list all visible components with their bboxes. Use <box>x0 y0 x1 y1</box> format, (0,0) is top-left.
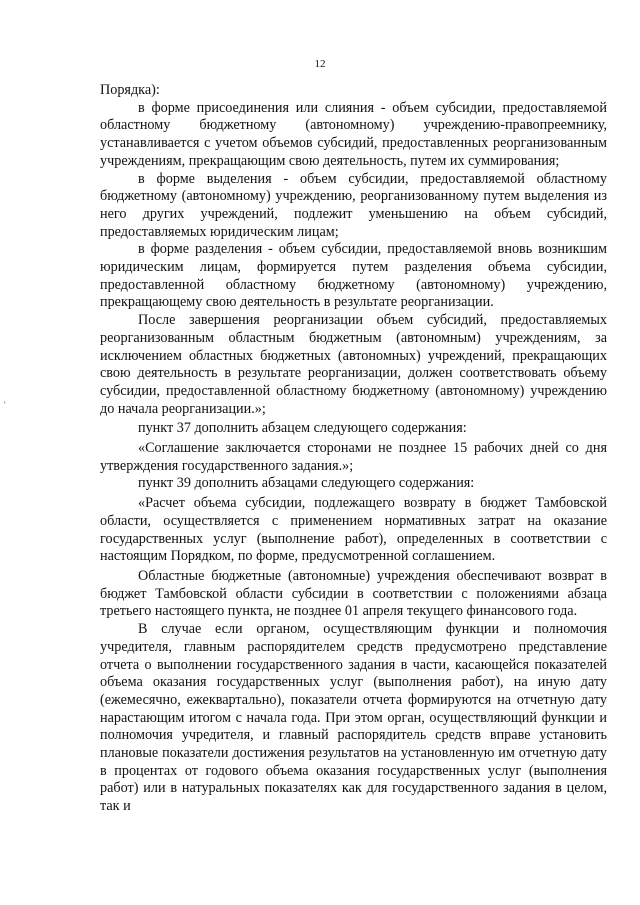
paragraph: «Расчет объема субсидии, подлежащего возврату в бюджет Тамбовской области, осуществляется с применением нормативных затрат на оказание государственных услуг (выполнение работ), определенных в соответствии с настоящим Порядком, по форме, предусмотренной соглашением. <box>100 495 607 565</box>
paragraph: В случае если органом, осуществляющим функции и полномочия учредителя, главным распорядителем средств предусмотрено представление отчета о выполнении государственного задания в части, касающейся показателей объема оказания государственных услуг (выполнения работ), на иную дату (ежемесячно, ежеквартально), показатели отчета формируются на отчетную дату нарастающим итогом с начала года. При этом орган, осуществляющий функции и полномочия учредителя, и главный распорядитель средств вправе установить плановые показатели достижения результатов на установленную им отчетную дату в процентах от годового объема оказания государственных услуг (выполнения работ) или в натуральных показателях как для государственного задания в целом, так и <box>100 621 607 815</box>
document-body <box>100 82 607 816</box>
page-number: 12 <box>314 58 326 70</box>
paragraph: в форме разделения - объем субсидии, предоставляемой вновь возникшим юридическим лицам, формируется путем разделения объема субсидии, предоставленной областному бюджетному (автономному) учреждению, прекращающему свою деятельность в результате реорганизации. <box>100 241 607 311</box>
paragraph: в форме присоединения или слияния - объем субсидии, предоставляемой областному бюджетному (автономному) учреждению-правопреемнику, устанавливается с учетом объемов субсидий, предоставленных реорганизованным учреждениям, прекращающим свою деятельность, путем их суммирования; <box>100 99 607 169</box>
paragraph: в форме выделения - объем субсидии, предоставляемой областному бюджетному (автономному) учреждению, реорганизованному путем выделения из него других учреждений, подлежит уменьшению на объем субсидий, предоставляемых юридическим лицам; <box>100 170 607 240</box>
paragraph: «Соглашение заключается сторонами не позднее 15 рабочих дней со дня утверждения государственного задания.»; <box>100 440 607 474</box>
margin-mark: ' <box>4 400 6 410</box>
paragraph: пункт 39 дополнить абзацами следующего содержания: <box>138 475 475 492</box>
paragraph: Порядка): <box>100 82 160 98</box>
paragraph: Областные бюджетные (автономные) учреждения обеспечивают возврат в бюджет Тамбовской области субсидии в соответствии с положениями абзаца третьего настоящего пункта, не позднее 01 апреля текущего финансового года. <box>100 567 607 620</box>
paragraph: После завершения реорганизации объем субсидий, предоставляемых реорганизованным областным бюджетным (автономным) учреждениям, за исключением областных бюджетных (автономных) учреждений, прекращающих свою деятельность в результате реорганизации, должен соответствовать объему субсидии, предоставленной областному бюджетному (автономному) учреждению до начала реорганизации.»; <box>100 312 607 417</box>
paragraph: пункт 37 дополнить абзацем следующего содержания: <box>138 420 467 437</box>
